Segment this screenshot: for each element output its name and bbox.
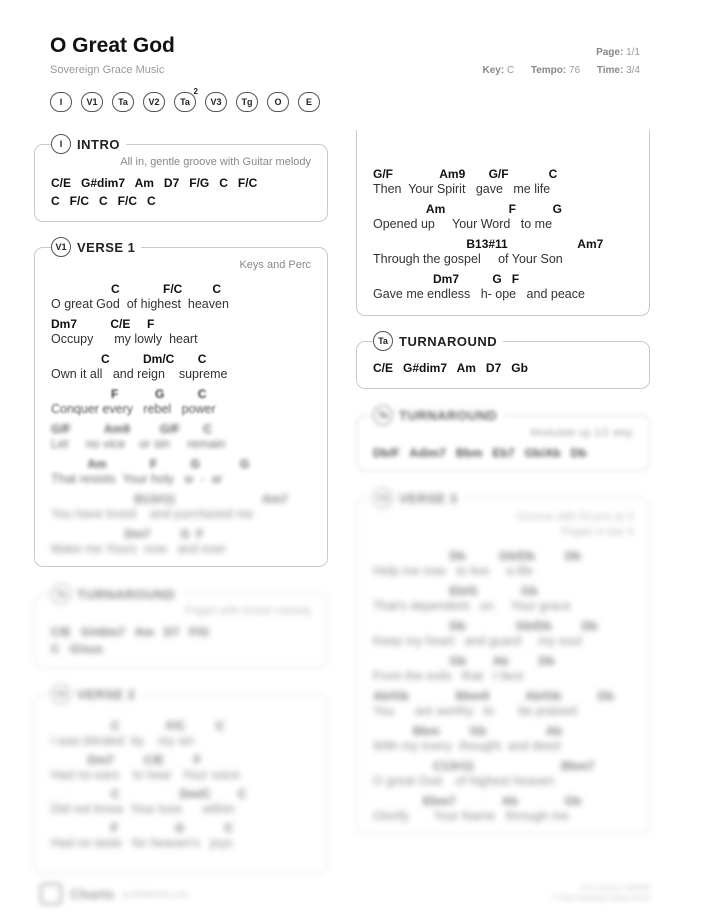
lyric-line: Bbm Gb Ab With my every thought and deed bbox=[373, 724, 562, 753]
lyric-line: B13#11 Am7 You have loved and purchased me bbox=[51, 492, 288, 521]
tempo-label: Tempo: bbox=[530, 65, 567, 76]
section-note: Pagan with Guitar melody bbox=[185, 605, 311, 617]
roadmap-verse-3[interactable]: V3 bbox=[205, 92, 227, 112]
song-title: O Great God bbox=[50, 34, 175, 57]
lyric-line: Gb Ab Db From the evils that I face bbox=[373, 654, 555, 683]
lyric-line: Db Gb/Db Db Keep my heart and guard my soul bbox=[373, 619, 598, 648]
roadmap-outro[interactable]: O bbox=[267, 92, 289, 112]
lyric-line: Ab/Gb Bbm9 Ab/Gb Db You are worthy to be praised bbox=[373, 689, 614, 718]
page-label: Page: bbox=[596, 47, 624, 58]
footer-brand: Charts bbox=[70, 886, 115, 902]
lyric-line: C Dm/C C Did not know Your love within bbox=[51, 787, 247, 816]
key-label: Key: bbox=[482, 65, 505, 76]
song-roadmap bbox=[50, 87, 320, 112]
roadmap-ending[interactable]: E bbox=[298, 92, 320, 112]
lyric-line: B13#11 Am7 Through the gospel of Your Son bbox=[373, 237, 604, 266]
lyric-line: Am F G Opened up Your Word to me bbox=[373, 202, 562, 231]
section-header bbox=[51, 684, 141, 704]
page-value: 1/1 bbox=[626, 47, 640, 58]
chord-line: C/E G#dim7 Am D7 F/G C F/C bbox=[51, 176, 258, 190]
charts-logo-icon bbox=[40, 883, 62, 905]
lyric-line: Eb/G Gb That's dependent on Your grace bbox=[373, 584, 571, 613]
section-title: VERSE 3 bbox=[399, 490, 458, 506]
lyric-line: Db Gb/Db Db Help me now to live a life bbox=[373, 549, 582, 578]
section-intro bbox=[34, 136, 328, 222]
section-turnaround-left bbox=[34, 586, 328, 668]
chord-line: C F/C C F/C C bbox=[51, 194, 156, 208]
section-header bbox=[373, 331, 503, 351]
section-turnaround-modulate bbox=[356, 407, 650, 471]
lyric-line: C13#11 Bbm7 O great God of highest heaven bbox=[373, 759, 595, 788]
time-value: 3/4 bbox=[626, 65, 640, 76]
copyright-line: © 2016 Sovereign Grace Music bbox=[552, 895, 650, 902]
section-header bbox=[373, 488, 463, 508]
time-label: Time: bbox=[596, 65, 624, 76]
section-header bbox=[51, 237, 141, 257]
chord-line: C G/sus bbox=[51, 642, 104, 656]
section-badge: Ta bbox=[373, 405, 393, 425]
artist-name: Sovereign Grace Music bbox=[50, 64, 165, 76]
section-title: INTRO bbox=[77, 136, 120, 152]
section-badge: Ta bbox=[51, 584, 71, 604]
chord-line: C/E G#dim7 Am D7 Gb bbox=[373, 361, 528, 375]
page-indicator bbox=[596, 47, 640, 58]
section-turnaround-right bbox=[356, 333, 650, 389]
lyric-line: F G C Conquer every rebel power bbox=[51, 387, 216, 416]
section-note: All in, gentle groove with Guitar melody bbox=[120, 156, 311, 168]
lyric-line: C F/C C O great God of highest heaven bbox=[51, 282, 229, 311]
section-header bbox=[373, 405, 503, 425]
key-value: C bbox=[506, 65, 515, 76]
section-note: Modulate up 1/2 step bbox=[530, 427, 633, 439]
section-title: VERSE 1 bbox=[77, 239, 136, 255]
lyric-line: F G C Had no taste for heaven's joys bbox=[51, 821, 234, 850]
roadmap-verse-1[interactable]: V1 bbox=[81, 92, 103, 112]
lyric-line: Dm7 C/E F Had no ears to hear Your voice bbox=[51, 753, 241, 782]
roadmap-turnaround-1[interactable]: Ta bbox=[112, 92, 134, 112]
section-badge: V2 bbox=[51, 684, 71, 704]
lyric-line: Ebm7 Ab Gb Glorify Your Name through me bbox=[373, 794, 582, 823]
section-verse-3 bbox=[356, 490, 650, 834]
section-header bbox=[51, 584, 181, 604]
lyric-line: Dm7 G F Make me Yours now and ever bbox=[51, 527, 227, 556]
lyric-line: G/F Am9 G/F C Let no vice or sin remain bbox=[51, 422, 226, 451]
footer-copyright bbox=[553, 884, 650, 904]
tempo-value: 76 bbox=[569, 65, 581, 76]
lyric-line: Dm7 G F Gave me endless h- ope and peace bbox=[373, 272, 585, 301]
footer-tagline: by Multitracks.com bbox=[122, 889, 189, 899]
roadmap-verse-2[interactable]: V2 bbox=[143, 92, 165, 112]
section-badge: I bbox=[51, 134, 71, 154]
section-title: TURNAROUND bbox=[399, 333, 498, 349]
ccli-number: CCLI Song # 7060000 bbox=[580, 885, 650, 892]
song-meta bbox=[482, 65, 640, 76]
section-verse-2 bbox=[34, 686, 328, 874]
lyric-line: G/F Am9 G/F C Then Your Spirit gave me life bbox=[373, 167, 558, 196]
chord-line: C/E G#dim7 Am D7 F/G bbox=[51, 625, 210, 639]
section-title: TURNAROUND bbox=[399, 407, 498, 423]
chord-line: Db/F Adim7 Bbm Eb7 Gb/Ab Db bbox=[373, 446, 587, 460]
lyric-line: C Dm/C C Own it all and reign supreme bbox=[51, 352, 228, 381]
section-title: TURNAROUND bbox=[77, 586, 176, 602]
lyric-line: Am F G G That resists Your holy w - ar bbox=[51, 457, 250, 486]
lyric-line: Dm7 C/E F Occupy my lowly heart bbox=[51, 317, 198, 346]
section-badge: V3 bbox=[373, 488, 393, 508]
roadmap-intro[interactable]: I bbox=[50, 92, 72, 112]
section-note: Keys and Perc bbox=[239, 259, 311, 271]
section-badge: Ta bbox=[373, 331, 393, 351]
section-title: VERSE 2 bbox=[77, 686, 136, 702]
section-badge: V1 bbox=[51, 237, 71, 257]
section-verse-2-continued bbox=[356, 130, 650, 316]
roadmap-tag[interactable]: Tg bbox=[236, 92, 258, 112]
repeat-count: 2 bbox=[193, 87, 198, 96]
section-header bbox=[51, 134, 126, 154]
section-verse-1 bbox=[34, 239, 328, 567]
footer-branding bbox=[40, 883, 189, 905]
section-note: Pagan in bar 9 bbox=[561, 526, 633, 538]
lyric-line: C F/C C I was blinded by my sin bbox=[51, 719, 225, 748]
section-note: Groove with Drums at 3 bbox=[517, 511, 633, 523]
roadmap-turnaround-2[interactable]: Ta 2 bbox=[174, 92, 196, 112]
